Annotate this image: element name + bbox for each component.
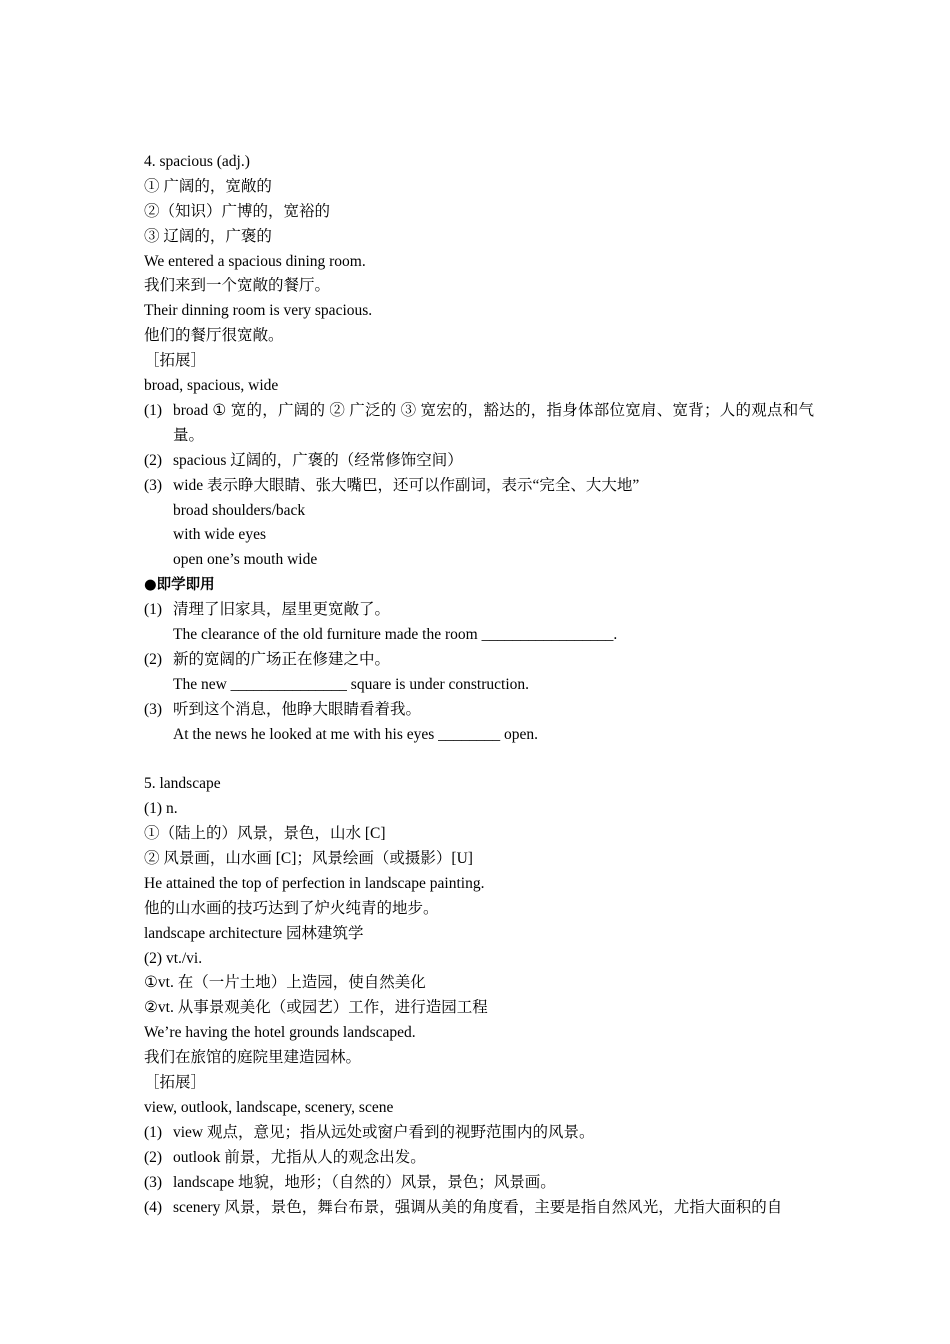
- practice-chinese: 听到这个消息，他睁大眼睛看着我。: [173, 700, 422, 718]
- sense-line: ① 广阔的，宽敞的: [144, 177, 272, 195]
- item-text: wide 表示睁大眼睛、张大嘴巴，还可以作副词，表示“完全、大大地”: [173, 476, 640, 494]
- item-text: landscape 地貌，地形；（自然的）风景，景色；风景画。: [173, 1173, 556, 1191]
- example-sentence: He attained the top of perfection in landscape painting.: [144, 874, 485, 892]
- item-number: (1): [144, 401, 163, 419]
- example-translation: 他的山水画的技巧达到了炉火纯青的地步。: [144, 899, 439, 917]
- sense-line: ①（陆上的）风景，景色，山水 [C]: [144, 825, 386, 843]
- item-number: (3): [144, 476, 163, 494]
- compare-item: [144, 1121, 814, 1146]
- expand-label: ［拓展］: [144, 352, 207, 370]
- example-sentence: We entered a spacious dining room.: [144, 252, 366, 270]
- compare-item: [144, 1146, 814, 1171]
- example-translation: 我们来到一个宽敞的餐厅。: [144, 277, 331, 295]
- item-text: scenery 风景，景色，舞台布景，强调从美的角度看，主要是指自然风光，尤指大面积的自: [173, 1198, 783, 1216]
- example-translation: 我们在旅馆的庭院里建造园林。: [144, 1049, 362, 1067]
- example-sentence: We’re having the hotel grounds landscaped.: [144, 1024, 416, 1042]
- item-number: (2): [144, 451, 163, 469]
- practice-item: [144, 698, 814, 748]
- item-number: (2): [144, 650, 163, 668]
- item-text: spacious 辽阔的，广褒的（经常修饰空间）: [173, 451, 463, 469]
- practice-english: The new _______________ square is under construction.: [173, 675, 530, 693]
- compare-item: [144, 449, 814, 474]
- item-number: (1): [144, 601, 163, 619]
- example-translation: 他们的餐厅很宽敞。: [144, 327, 284, 345]
- item-number: (3): [144, 700, 163, 718]
- noun-label: (1) n.: [144, 800, 178, 818]
- item-text: outlook 前景，尤指从人的观念出发。: [173, 1148, 426, 1166]
- compare-item: [144, 474, 814, 499]
- section-5-heading: 5. landscape: [144, 775, 221, 793]
- compare-item: [144, 399, 814, 449]
- sense-line: ②vt. 从事景观美化（或园艺）工作，进行造园工程: [144, 999, 488, 1017]
- practice-english: The clearance of the old furniture made the room _________________.: [173, 625, 618, 643]
- practice-chinese: 清理了旧家具，屋里更宽敞了。: [173, 601, 391, 619]
- practice-item: [144, 648, 814, 698]
- verb-label: (2) vt./vi.: [144, 949, 203, 967]
- collocation-line: landscape architecture 园林建筑学: [144, 924, 364, 942]
- phrase-line: broad shoulders/back: [173, 501, 306, 519]
- item-number: (4): [144, 1198, 163, 1216]
- item-number: (2): [144, 1148, 163, 1166]
- compare-words: view, outlook, landscape, scenery, scene: [144, 1098, 394, 1116]
- practice-item: [144, 598, 814, 648]
- expand-label: ［拓展］: [144, 1074, 207, 1092]
- phrase-line: open one’s mouth wide: [173, 551, 318, 569]
- practice-label: ●即学即用: [144, 577, 215, 594]
- sense-line: ② 风景画，山水画 [C]；风景绘画（或摄影）[U]: [144, 850, 473, 867]
- section-4-heading: 4. spacious (adj.): [144, 153, 250, 170]
- sense-line: ②（知识）广博的，宽裕的: [144, 202, 331, 220]
- practice-chinese: 新的宽阔的广场正在修建之中。: [173, 650, 391, 668]
- compare-words: broad, spacious, wide: [144, 377, 279, 395]
- item-number: (3): [144, 1173, 163, 1191]
- item-text: view 观点，意见；指从远处或窗户看到的视野范围内的风景。: [173, 1123, 595, 1141]
- sense-line: ③ 辽阔的，广褒的: [144, 227, 272, 245]
- compare-item: [144, 1196, 814, 1221]
- sense-line: ①vt. 在（一片土地）上造园，使自然美化: [144, 974, 426, 992]
- compare-item: [144, 1171, 814, 1196]
- item-text: broad ① 宽的，广阔的 ② 广泛的 ③ 宽宏的，豁达的，指身体部位宽肩、宽背；人的观点和气量。: [173, 401, 814, 444]
- spacer: [144, 747, 814, 772]
- example-sentence: Their dinning room is very spacious.: [144, 302, 373, 320]
- item-number: (1): [144, 1123, 163, 1141]
- practice-english: At the news he looked at me with his eyes ________ open.: [173, 725, 539, 743]
- document-content: [144, 150, 814, 1220]
- phrase-line: with wide eyes: [173, 526, 266, 544]
